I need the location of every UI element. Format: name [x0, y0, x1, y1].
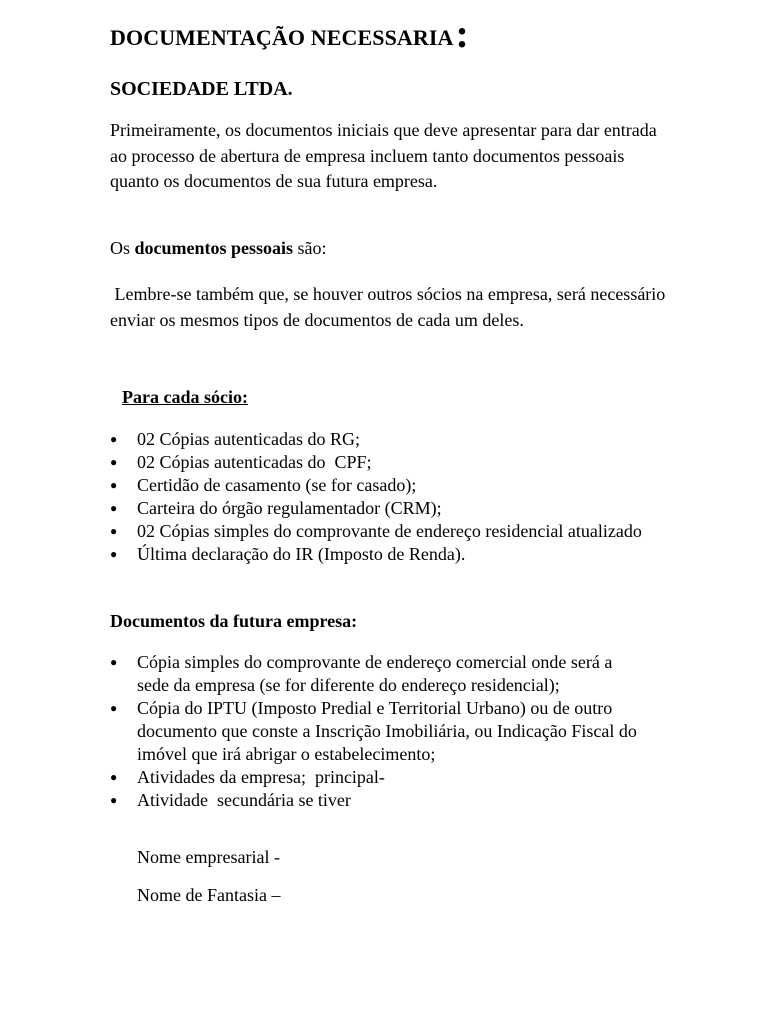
document-title	[110, 11, 469, 56]
bullet-icon: ●	[110, 793, 118, 807]
partner-heading: Para cada sócio:	[122, 387, 248, 407]
list-item	[110, 451, 670, 474]
personal-docs-bold: documentos pessoais	[134, 238, 294, 258]
list-item-text: Atividades da empresa; principal-	[137, 767, 385, 787]
trade-name-line: Nome de Fantasia –	[137, 885, 281, 905]
bullet-icon: ●	[110, 701, 118, 715]
list-item	[110, 651, 640, 697]
title-colon: :	[455, 11, 469, 56]
bullet-icon: ●	[110, 770, 118, 784]
list-item-text: 02 Cópias autenticadas do RG;	[137, 429, 360, 449]
bullet-icon: ●	[110, 501, 118, 515]
bullet-icon: ●	[110, 455, 118, 469]
personal-docs-paragraph	[110, 236, 670, 262]
business-name-line: Nome empresarial -	[137, 847, 280, 867]
list-item-text: Cópia simples do comprovante de endereço comercial onde será a sede da empresa (se for diferente do endereço residencial);	[137, 652, 613, 695]
list-item	[110, 789, 640, 812]
list-item	[110, 428, 670, 451]
bullet-icon: ●	[110, 478, 118, 492]
list-item-text: Atividade secundária se tiver	[137, 790, 351, 810]
list-item-text: Última declaração do IR (Imposto de Renda).	[137, 544, 466, 564]
bullet-icon: ●	[110, 432, 118, 446]
list-item-text: 02 Cópias simples do comprovante de endereço residencial atualizado	[137, 521, 642, 541]
intro-paragraph: Primeiramente, os documentos iniciais que deve apresentar para dar entrada ao processo de abertura de empresa incluem tanto documentos pessoais quanto os documentos de sua futura empresa.	[110, 120, 657, 191]
list-item	[110, 497, 670, 520]
personal-docs-prefix: Os	[110, 238, 135, 258]
list-item-text: 02 Cópias autenticadas do CPF;	[137, 452, 372, 472]
reminder-paragraph: Lembre-se também que, se houver outros sócios na empresa, será necessário enviar os mesmos tipos de documentos de cada um deles.	[110, 284, 670, 330]
list-item	[110, 697, 640, 766]
list-item-text: Certidão de casamento (se for casado);	[137, 475, 417, 495]
list-item	[110, 543, 670, 566]
list-item	[110, 766, 640, 789]
company-heading: Documentos da futura empresa:	[110, 611, 358, 631]
list-item	[110, 520, 670, 543]
partner-list	[110, 428, 670, 566]
bullet-icon: ●	[110, 655, 118, 669]
bullet-icon: ●	[110, 524, 118, 538]
personal-docs-suffix: são:	[293, 238, 327, 258]
list-item-text: Carteira do órgão regulamentador (CRM);	[137, 498, 442, 518]
list-item-text: Cópia do IPTU (Imposto Predial e Territorial Urbano) ou de outro documento que conste a Inscrição Imobiliária, ou Indicação Fiscal do imóvel que irá abrigar o estabelecimento;	[137, 698, 637, 764]
bullet-icon: ●	[110, 547, 118, 561]
list-item	[110, 474, 670, 497]
document-subtitle: SOCIEDADE LTDA.	[110, 78, 293, 100]
title-text: DOCUMENTAÇÃO NECESSARIA	[110, 25, 454, 50]
company-list	[110, 651, 640, 812]
